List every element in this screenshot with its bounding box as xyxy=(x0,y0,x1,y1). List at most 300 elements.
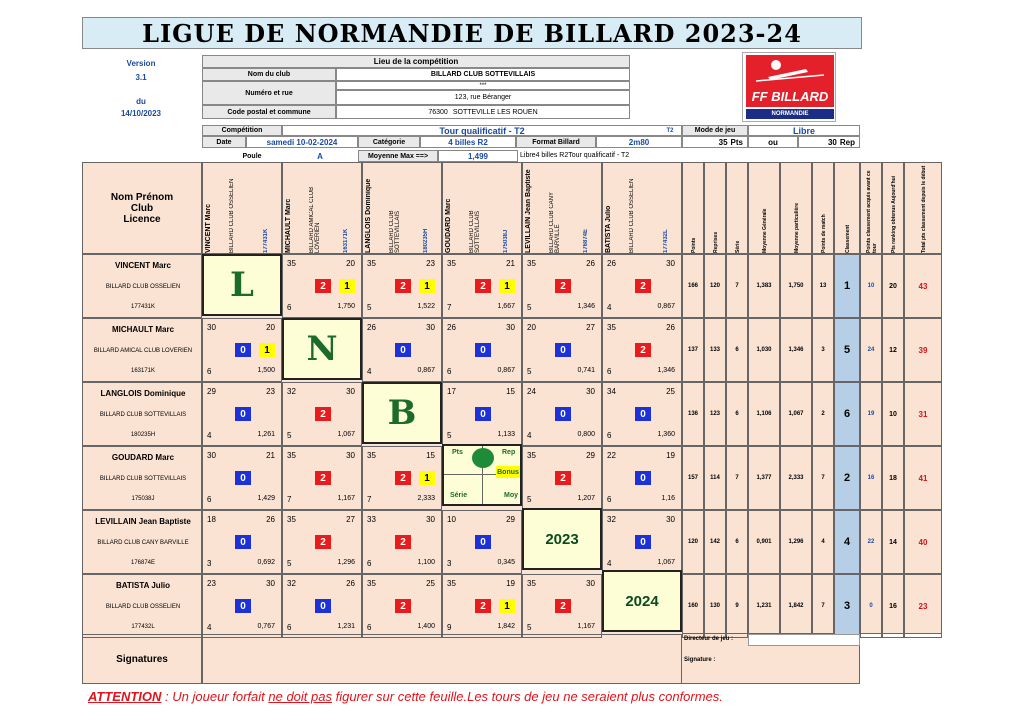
match-cell xyxy=(362,254,442,318)
match-cell xyxy=(522,254,602,318)
match-cell xyxy=(442,574,522,638)
stat-header-label: Reprises xyxy=(713,231,719,253)
match-moyenne: 1,360 xyxy=(657,431,675,438)
match-points: 30 xyxy=(207,451,216,460)
stat-header-label: Points xyxy=(691,237,697,253)
match-moyenne: 1,167 xyxy=(337,495,355,502)
match-serie: 4 xyxy=(607,559,612,568)
stat-cell: 0,901 xyxy=(748,510,780,574)
signature-label: Signature : xyxy=(684,657,716,663)
match-cell xyxy=(362,510,442,574)
bonus-chip: 1 xyxy=(259,343,275,357)
match-points-chip: 2 xyxy=(315,279,331,293)
col-player-club: BILLARD CLUB SOTTEVILLAIS xyxy=(469,210,481,253)
stat-cell: 120 xyxy=(682,510,704,574)
logo-badge xyxy=(746,55,834,107)
match-reprises: 23 xyxy=(266,387,275,396)
competition-code: T2 xyxy=(666,127,674,134)
match-cell xyxy=(282,382,362,446)
header-licence: Licence xyxy=(123,213,161,225)
player-name: LEVILLAIN Jean Baptiste xyxy=(95,516,191,526)
stat-cell: 7 xyxy=(812,574,834,638)
stat-cell: 1,067 xyxy=(780,382,812,446)
player-licence: 180235H xyxy=(130,432,156,438)
match-serie: 6 xyxy=(607,495,612,504)
match-moyenne: 1,16 xyxy=(661,495,675,502)
stat-cell: 7 xyxy=(812,446,834,510)
match-reprises: 21 xyxy=(506,259,515,268)
stat-cell: 114 xyxy=(704,446,726,510)
stat-cell: 137 xyxy=(682,318,704,382)
col-player-licence: 180235H xyxy=(423,228,429,253)
stat-cell: 2,333 xyxy=(780,446,812,510)
stat-cell: 1,231 xyxy=(748,574,780,638)
match-cell xyxy=(442,510,522,574)
match-moyenne: 1,207 xyxy=(577,495,595,502)
match-points: 23 xyxy=(207,579,216,588)
billiard-player-icon xyxy=(746,55,834,87)
rep-target xyxy=(798,136,860,148)
match-serie: 5 xyxy=(287,559,292,568)
player-row-head xyxy=(82,254,202,318)
match-moyenne: 1,429 xyxy=(257,495,275,502)
match-reprises: 30 xyxy=(586,387,595,396)
attention-word: ATTENTION xyxy=(88,689,162,704)
stat-cell: 43 xyxy=(904,254,942,318)
match-reprises: 30 xyxy=(666,259,675,268)
stat-cell: 22 xyxy=(860,510,882,574)
date-label: Date xyxy=(202,136,246,148)
match-reprises: 30 xyxy=(346,451,355,460)
attention-msg1: : Un joueur forfait xyxy=(161,689,269,704)
col-player-licence: 177431K xyxy=(263,228,269,253)
match-cell xyxy=(602,510,682,574)
date-value: samedi 10-02-2024 xyxy=(246,136,358,148)
match-cell xyxy=(202,382,282,446)
stat-cell: 13 xyxy=(812,254,834,318)
match-moyenne: 1,231 xyxy=(337,623,355,630)
match-points-chip: 0 xyxy=(315,599,331,613)
match-cell xyxy=(282,510,362,574)
match-points: 30 xyxy=(207,323,216,332)
stat-header-label: Moyenne particulière xyxy=(794,202,800,253)
stat-cell: 31 xyxy=(904,382,942,446)
rue-label: Numéro et rue xyxy=(202,81,336,105)
stat-cell: 10 xyxy=(882,382,904,446)
signatures-label: Signatures xyxy=(82,634,202,684)
match-points-chip: 0 xyxy=(635,407,651,421)
col-header xyxy=(522,162,602,254)
bonus-chip: 1 xyxy=(339,279,355,293)
match-reprises: 25 xyxy=(666,387,675,396)
match-moyenne: 1,296 xyxy=(337,559,355,566)
match-points-chip: 0 xyxy=(235,407,251,421)
stat-header-label: Total pts classement depuis le début xyxy=(921,165,927,253)
match-points: 26 xyxy=(607,259,616,268)
match-points: 35 xyxy=(287,451,296,460)
match-points-chip: 2 xyxy=(635,279,651,293)
match-cell xyxy=(442,382,522,446)
col-player-licence: 177432L xyxy=(663,229,669,253)
stat-cell: 20 xyxy=(882,254,904,318)
col-header xyxy=(602,162,682,254)
version-date: 14/10/2023 xyxy=(120,108,162,118)
match-points-chip: 2 xyxy=(635,343,651,357)
col-player-name: LANGLOIS Dominique xyxy=(365,178,372,253)
categorie-label: Catégorie xyxy=(358,136,420,148)
match-cell xyxy=(442,254,522,318)
match-points-chip: 2 xyxy=(395,599,411,613)
stat-cell: 1,106 xyxy=(748,382,780,446)
match-moyenne: 1,067 xyxy=(657,559,675,566)
player-licence: 175038J xyxy=(131,496,155,502)
match-moyenne: 1,500 xyxy=(257,367,275,374)
match-reprises: 15 xyxy=(426,451,435,460)
competition-value: Tour qualificatif - T2 xyxy=(282,125,682,136)
player-row-head xyxy=(82,446,202,510)
stat-cell: 4 xyxy=(812,510,834,574)
match-points: 32 xyxy=(287,579,296,588)
col-player-club: BILLARD CLUB OSSELIEN xyxy=(229,178,235,253)
match-points-chip: 2 xyxy=(555,279,571,293)
version-du: du xyxy=(136,96,146,106)
match-points-chip: 2 xyxy=(555,471,571,485)
match-moyenne: 1,067 xyxy=(337,431,355,438)
player-row-head xyxy=(82,318,202,382)
match-reprises: 20 xyxy=(266,323,275,332)
match-points-chip: 0 xyxy=(395,343,411,357)
col-header xyxy=(362,162,442,254)
match-points-chip: 2 xyxy=(555,599,571,613)
player-row-head xyxy=(82,574,202,638)
match-cell xyxy=(362,574,442,638)
stat-cell: 123 xyxy=(704,382,726,446)
stat-header xyxy=(704,162,726,254)
match-reprises: 30 xyxy=(346,387,355,396)
player-licence: 177432L xyxy=(131,624,155,630)
moyenne-max-value: 1,499 xyxy=(438,150,518,162)
match-reprises: 30 xyxy=(666,515,675,524)
stat-cell: 16 xyxy=(882,574,904,638)
col-player-name: LEVILLAIN Jean Baptiste xyxy=(525,169,532,253)
match-serie: 6 xyxy=(207,367,212,376)
stat-cell: 133 xyxy=(704,318,726,382)
col-header xyxy=(202,162,282,254)
match-cell xyxy=(602,382,682,446)
match-points-chip: 0 xyxy=(475,343,491,357)
match-points-chip: 0 xyxy=(235,343,251,357)
bonus-chip: 1 xyxy=(419,471,435,485)
bonus-chip: 1 xyxy=(419,279,435,293)
match-points: 17 xyxy=(447,387,456,396)
match-points: 35 xyxy=(527,451,536,460)
stat-cell: 14 xyxy=(882,510,904,574)
stat-cell: 1,296 xyxy=(780,510,812,574)
match-moyenne: 0,741 xyxy=(577,367,595,374)
player-licence: 177431K xyxy=(130,304,156,310)
stat-cell: 130 xyxy=(704,574,726,638)
libre-text: Libre4 billes R2Tour qualificatif - T2 xyxy=(520,152,630,159)
match-cell xyxy=(282,574,362,638)
match-reprises: 27 xyxy=(346,515,355,524)
club-stars: *** xyxy=(336,81,630,90)
mode-value: Libre xyxy=(748,125,860,136)
ou-label: ou xyxy=(748,136,798,148)
stat-header xyxy=(834,162,860,254)
stat-cell: 160 xyxy=(682,574,704,638)
match-points-chip: 0 xyxy=(555,407,571,421)
match-serie: 6 xyxy=(207,495,212,504)
rep-unit: Rep xyxy=(839,137,855,147)
col-player-licence: 163171K xyxy=(343,228,349,253)
stat-cell: 5 xyxy=(834,318,860,382)
match-serie: 9 xyxy=(447,623,452,632)
match-points-chip: 2 xyxy=(315,471,331,485)
legend-bonus: Bonus xyxy=(496,466,520,478)
col-player-club: BILLARD CLUB CANY BARVILLE xyxy=(549,192,561,253)
stat-cell: 6 xyxy=(834,382,860,446)
diag-letter-n: N xyxy=(282,318,362,380)
header-club: Club xyxy=(130,202,154,214)
club-value: BILLARD CLUB SOTTEVILLAIS xyxy=(336,68,630,81)
col-player-name: GOUDARD Marc xyxy=(445,198,452,253)
legend-moy: Moy xyxy=(504,492,518,499)
match-points: 35 xyxy=(287,259,296,268)
poule-value: A xyxy=(317,151,323,161)
stat-cell: 6 xyxy=(726,318,748,382)
cp-value xyxy=(336,105,630,119)
match-serie: 5 xyxy=(447,431,452,440)
match-serie: 3 xyxy=(207,559,212,568)
match-cell xyxy=(442,318,522,382)
match-serie: 4 xyxy=(207,623,212,632)
match-reprises: 29 xyxy=(586,451,595,460)
match-reprises: 23 xyxy=(426,259,435,268)
stat-header-label: Série xyxy=(735,240,741,253)
match-points-chip: 0 xyxy=(235,599,251,613)
col-player-name: BATISTA Julio xyxy=(605,205,612,253)
format-value: 2m80 xyxy=(596,136,682,148)
match-moyenne: 0,345 xyxy=(497,559,515,566)
points-unit: Pts xyxy=(730,137,743,147)
stat-header xyxy=(726,162,748,254)
version-label: Version xyxy=(126,58,156,68)
match-points-chip: 2 xyxy=(395,471,411,485)
match-serie: 5 xyxy=(527,495,532,504)
match-points: 35 xyxy=(607,323,616,332)
match-reprises: 21 xyxy=(266,451,275,460)
match-points-chip: 0 xyxy=(475,535,491,549)
stat-header xyxy=(904,162,942,254)
attention-msg3: figurer sur cette feuille.Les tours de jeu ne seraient plus conformes. xyxy=(331,689,723,704)
match-cell xyxy=(522,574,602,638)
stat-cell: 136 xyxy=(682,382,704,446)
player-name: GOUDARD Marc xyxy=(111,452,175,462)
player-name: MICHAULT Marc xyxy=(111,324,175,334)
match-moyenne: 1,100 xyxy=(417,559,435,566)
match-serie: 5 xyxy=(367,303,372,312)
match-points: 26 xyxy=(367,323,376,332)
stat-cell: 10 xyxy=(860,254,882,318)
stat-cell: 3 xyxy=(834,574,860,638)
col-player-licence: 176874E xyxy=(583,228,589,253)
header-name: Nom Prénom xyxy=(110,191,174,203)
player-name: VINCENT Marc xyxy=(114,260,171,270)
player-club: BILLARD CLUB SOTTEVILLAIS xyxy=(99,412,187,418)
match-points-chip: 0 xyxy=(475,407,491,421)
match-reprises: 19 xyxy=(666,451,675,460)
match-points: 22 xyxy=(607,451,616,460)
stat-header-label: Moyenne Générale xyxy=(762,208,768,253)
match-points: 29 xyxy=(207,387,216,396)
match-points: 24 xyxy=(527,387,536,396)
stat-cell: 2 xyxy=(812,382,834,446)
match-serie: 6 xyxy=(447,367,452,376)
match-cell xyxy=(202,318,282,382)
match-points-chip: 0 xyxy=(555,343,571,357)
match-cell xyxy=(362,318,442,382)
stat-header-label: Pts ranking obtenus Aujourd'hui xyxy=(891,175,897,253)
stat-cell: 2 xyxy=(834,446,860,510)
match-points-chip: 2 xyxy=(475,279,491,293)
match-cell xyxy=(202,574,282,638)
stat-cell: 157 xyxy=(682,446,704,510)
stat-cell: 24 xyxy=(860,318,882,382)
match-points: 35 xyxy=(527,259,536,268)
rue-value: 123, rue Béranger xyxy=(336,90,630,105)
diag-year-2023: 2023 xyxy=(522,508,602,570)
col-player-club: BILLARD CLUB OSSELIEN xyxy=(629,178,635,253)
match-reprises: 19 xyxy=(506,579,515,588)
lieu-header: Lieu de la compétition xyxy=(202,55,630,68)
match-reprises: 15 xyxy=(506,387,515,396)
match-reprises: 26 xyxy=(586,259,595,268)
match-moyenne: 0,867 xyxy=(417,367,435,374)
match-moyenne: 0,867 xyxy=(497,367,515,374)
match-moyenne: 1,667 xyxy=(497,303,515,310)
directeur-field[interactable] xyxy=(748,634,860,646)
col-player-club: BILLARD CLUB SOTTEVILLAIS xyxy=(389,210,401,253)
player-club: BILLARD AMICAL CLUB LOVERIEN xyxy=(93,348,193,354)
stat-cell: 1,346 xyxy=(780,318,812,382)
stat-cell: 12 xyxy=(882,318,904,382)
match-points-chip: 2 xyxy=(315,407,331,421)
match-moyenne: 1,261 xyxy=(257,431,275,438)
diag-letter-b: B xyxy=(362,382,442,444)
cp-code: 76300 xyxy=(428,108,448,116)
match-moyenne: 1,346 xyxy=(657,367,675,374)
match-moyenne: 0,767 xyxy=(257,623,275,630)
stat-cell: 4 xyxy=(834,510,860,574)
stat-cell: 18 xyxy=(882,446,904,510)
player-name: LANGLOIS Dominique xyxy=(100,388,186,398)
moyenne-max-label: Moyenne Max ==> xyxy=(358,150,438,162)
match-serie: 4 xyxy=(527,431,532,440)
stat-cell: 166 xyxy=(682,254,704,318)
cp-label: Code postal et commune xyxy=(202,105,336,119)
stat-header xyxy=(748,162,780,254)
match-points: 33 xyxy=(367,515,376,524)
stat-cell: 6 xyxy=(726,510,748,574)
stat-cell: 7 xyxy=(726,254,748,318)
match-moyenne: 0,692 xyxy=(257,559,275,566)
match-points: 34 xyxy=(607,387,616,396)
club-label: Nom du club xyxy=(202,68,336,81)
match-points: 35 xyxy=(367,451,376,460)
signature-cells xyxy=(202,634,682,684)
stat-header xyxy=(882,162,904,254)
stat-cell: 19 xyxy=(860,382,882,446)
stat-cell: 39 xyxy=(904,318,942,382)
match-reprises: 26 xyxy=(666,323,675,332)
stat-header xyxy=(812,162,834,254)
player-club: BILLARD CLUB CANY BARVILLE xyxy=(97,540,189,546)
match-serie: 5 xyxy=(527,623,532,632)
stat-cell: 41 xyxy=(904,446,942,510)
stat-cell: 1,383 xyxy=(748,254,780,318)
match-serie: 6 xyxy=(367,559,372,568)
stat-cell: 40 xyxy=(904,510,942,574)
match-serie: 6 xyxy=(607,367,612,376)
match-moyenne: 0,867 xyxy=(657,303,675,310)
diag-year-2024: 2024 xyxy=(602,570,682,632)
match-serie: 7 xyxy=(367,495,372,504)
match-points-chip: 2 xyxy=(395,279,411,293)
match-moyenne: 0,800 xyxy=(577,431,595,438)
match-cell xyxy=(202,510,282,574)
stat-header-label: Points de match xyxy=(821,214,827,253)
match-cell xyxy=(522,382,602,446)
player-club: BILLARD CLUB OSSELIEN xyxy=(105,604,181,610)
match-serie: 6 xyxy=(607,431,612,440)
competition-label: Compétition xyxy=(202,125,282,136)
stat-header xyxy=(780,162,812,254)
col-player-name: MICHAULT Marc xyxy=(285,198,292,253)
match-points-chip: 0 xyxy=(635,471,651,485)
version-value: 3.1 xyxy=(135,72,147,82)
match-points-chip: 2 xyxy=(395,535,411,549)
match-cell xyxy=(522,446,602,510)
match-cell xyxy=(202,446,282,510)
match-serie: 5 xyxy=(527,303,532,312)
match-serie: 4 xyxy=(607,303,612,312)
stat-cell: 7 xyxy=(726,446,748,510)
match-moyenne: 1,167 xyxy=(577,623,595,630)
attention-msg2: ne doit pas xyxy=(268,689,332,704)
match-points-chip: 2 xyxy=(315,535,331,549)
stat-cell: 120 xyxy=(704,254,726,318)
stat-header-label: Classement xyxy=(845,224,851,253)
player-club: BILLARD CLUB SOTTEVILLAIS xyxy=(99,476,187,482)
player-row-head xyxy=(82,510,202,574)
format-label: Format Billard xyxy=(516,136,596,148)
match-serie: 5 xyxy=(287,431,292,440)
match-cell xyxy=(602,446,682,510)
player-club: BILLARD CLUB OSSELIEN xyxy=(105,284,181,290)
diag-letter-l: L xyxy=(202,254,282,316)
match-points: 35 xyxy=(527,579,536,588)
match-serie: 6 xyxy=(367,623,372,632)
match-points: 18 xyxy=(207,515,216,524)
directeur-label: Directeur de jeu : xyxy=(684,636,734,642)
stat-header-label: Points classement acquis avant ce tour xyxy=(866,170,878,253)
legend-rep: Rep xyxy=(502,449,516,456)
categorie-value: 4 billes R2 xyxy=(420,136,516,148)
match-cell xyxy=(282,446,362,510)
match-serie: 4 xyxy=(207,431,212,440)
logo-region: NORMANDIE xyxy=(746,109,834,119)
match-points-chip: 0 xyxy=(635,535,651,549)
